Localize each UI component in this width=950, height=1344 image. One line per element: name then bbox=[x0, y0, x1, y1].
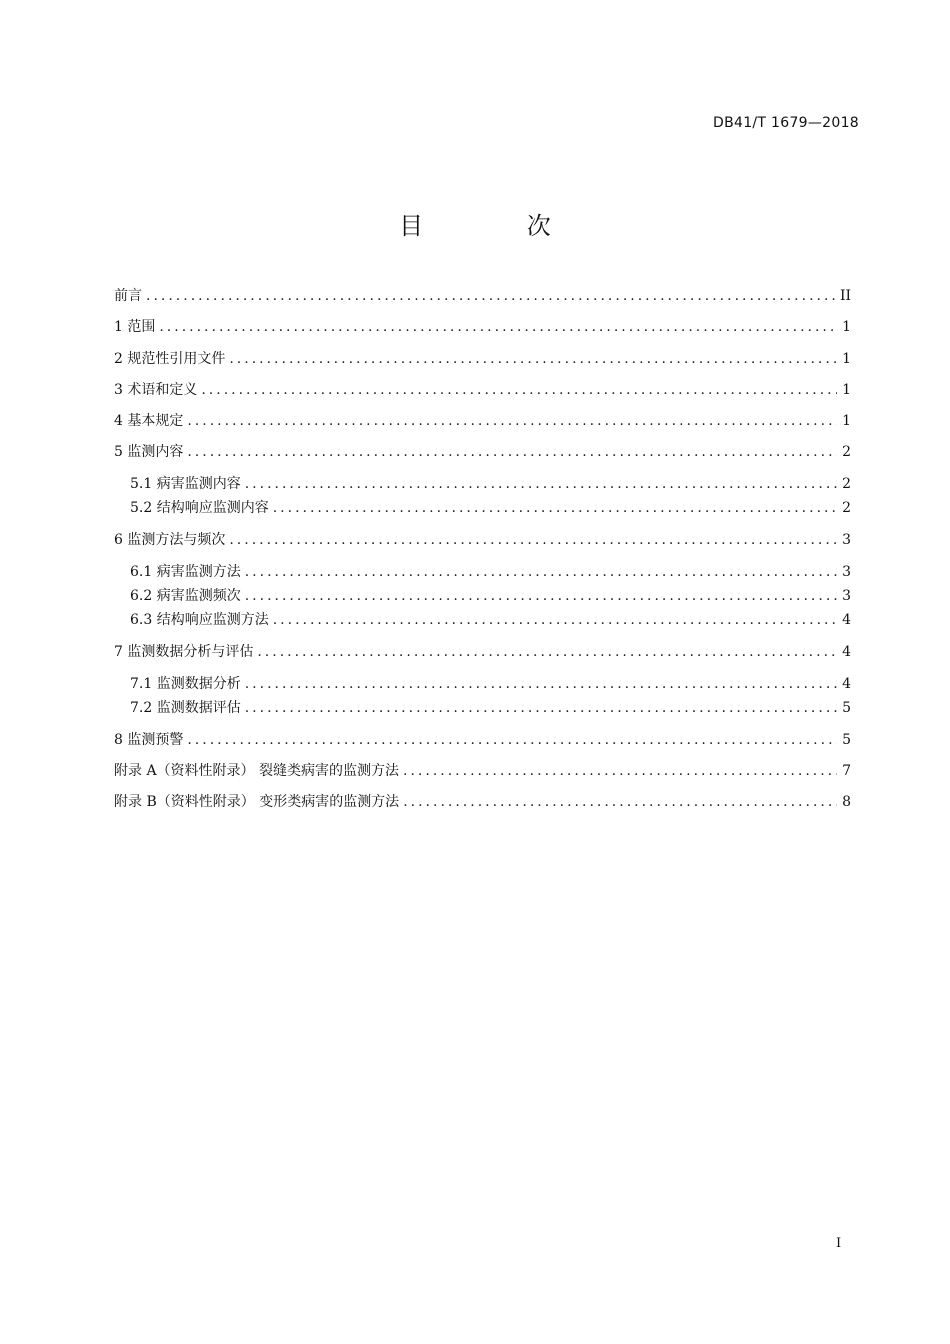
toc-entry-page: 1 bbox=[842, 319, 851, 335]
toc-entry-label: 3 术语和定义 bbox=[114, 382, 198, 398]
toc-entry-label: 2 规范性引用文件 bbox=[114, 351, 226, 367]
dot-leader bbox=[187, 730, 837, 750]
toc-entry-page: 4 bbox=[842, 612, 851, 628]
dot-leader bbox=[403, 761, 837, 781]
dot-leader bbox=[273, 610, 837, 630]
toc-entry-foreword[interactable] bbox=[114, 286, 851, 306]
dot-leader bbox=[403, 792, 837, 812]
toc-entry-label: 附录 B（资料性附录） 变形类病害的监测方法 bbox=[114, 794, 400, 810]
toc-entry-label: 7.1 监测数据分析 bbox=[130, 676, 241, 692]
page-number: I bbox=[836, 1236, 842, 1251]
dot-leader bbox=[273, 498, 837, 518]
toc-entry-3[interactable] bbox=[114, 380, 851, 400]
standard-code: DB41/T 1679—2018 bbox=[713, 115, 859, 131]
toc-entry-label: 7.2 监测数据评估 bbox=[130, 700, 241, 716]
toc-entry-2[interactable] bbox=[114, 349, 851, 369]
toc-entry-page: 3 bbox=[842, 532, 851, 548]
toc-entry-page: 4 bbox=[842, 676, 851, 692]
toc-entry-label: 5.2 结构响应监测内容 bbox=[130, 500, 269, 516]
dot-leader bbox=[187, 442, 837, 462]
toc-entry-page: 2 bbox=[842, 476, 851, 492]
dot-leader bbox=[257, 642, 837, 662]
dot-leader bbox=[201, 380, 837, 400]
dot-leader bbox=[245, 474, 837, 494]
toc-entry-7-1[interactable] bbox=[130, 674, 851, 694]
toc-entry-label: 5.1 病害监测内容 bbox=[130, 476, 241, 492]
dot-leader bbox=[245, 586, 837, 606]
toc-entry-page: 4 bbox=[842, 644, 851, 660]
toc-entry-label: 7 监测数据分析与评估 bbox=[114, 644, 254, 660]
toc-entry-6[interactable] bbox=[114, 530, 851, 550]
dot-leader bbox=[245, 674, 837, 694]
toc-entry-label: 6.1 病害监测方法 bbox=[130, 564, 241, 580]
toc-entry-5[interactable] bbox=[114, 442, 851, 462]
toc-entry-6-3[interactable] bbox=[130, 610, 851, 630]
toc-entry-7-2[interactable] bbox=[130, 698, 851, 718]
toc-entry-label: 8 监测预警 bbox=[114, 732, 184, 748]
toc-entry-6-2[interactable] bbox=[130, 586, 851, 606]
toc-entry-page: 5 bbox=[842, 732, 851, 748]
page-title: 目 次 bbox=[399, 212, 599, 240]
toc-entry-page: 3 bbox=[842, 588, 851, 604]
dot-leader bbox=[245, 562, 837, 582]
dot-leader bbox=[229, 530, 837, 550]
toc-entry-6-1[interactable] bbox=[130, 562, 851, 582]
toc-entry-page: 7 bbox=[842, 763, 851, 779]
dot-leader bbox=[187, 411, 837, 431]
toc-entry-label: 5 监测内容 bbox=[114, 444, 184, 460]
toc-entry-label: 6 监测方法与频次 bbox=[114, 532, 226, 548]
toc-entry-1[interactable] bbox=[114, 317, 851, 337]
toc-entry-page: 3 bbox=[842, 564, 851, 580]
toc-entry-appendix-a[interactable] bbox=[114, 761, 851, 781]
toc-entry-appendix-b[interactable] bbox=[114, 792, 851, 812]
dot-leader bbox=[245, 698, 837, 718]
toc-entry-8[interactable] bbox=[114, 730, 851, 750]
toc-entry-5-1[interactable] bbox=[130, 474, 851, 494]
toc-entry-page: 1 bbox=[842, 413, 851, 429]
toc-entry-page: 2 bbox=[842, 500, 851, 516]
toc-entry-page: 8 bbox=[842, 794, 851, 810]
toc-entry-5-2[interactable] bbox=[130, 498, 851, 518]
toc-entry-label: 附录 A（资料性附录） 裂缝类病害的监测方法 bbox=[114, 763, 400, 779]
dot-leader bbox=[146, 286, 836, 306]
toc-entry-page: 1 bbox=[842, 382, 851, 398]
toc-entry-label: 前言 bbox=[114, 288, 142, 304]
toc-entry-label: 4 基本规定 bbox=[114, 413, 184, 429]
dot-leader bbox=[159, 317, 837, 337]
toc-entry-label: 6.2 病害监测频次 bbox=[130, 588, 241, 604]
toc-entry-page: 1 bbox=[842, 351, 851, 367]
toc-entry-label: 6.3 结构响应监测方法 bbox=[130, 612, 269, 628]
toc-entry-7[interactable] bbox=[114, 642, 851, 662]
toc-entry-page: II bbox=[839, 288, 851, 304]
toc-entry-label: 1 范围 bbox=[114, 319, 156, 335]
toc-entry-page: 5 bbox=[842, 700, 851, 716]
toc-entry-page: 2 bbox=[842, 444, 851, 460]
dot-leader bbox=[229, 349, 837, 369]
toc-entry-4[interactable] bbox=[114, 411, 851, 431]
